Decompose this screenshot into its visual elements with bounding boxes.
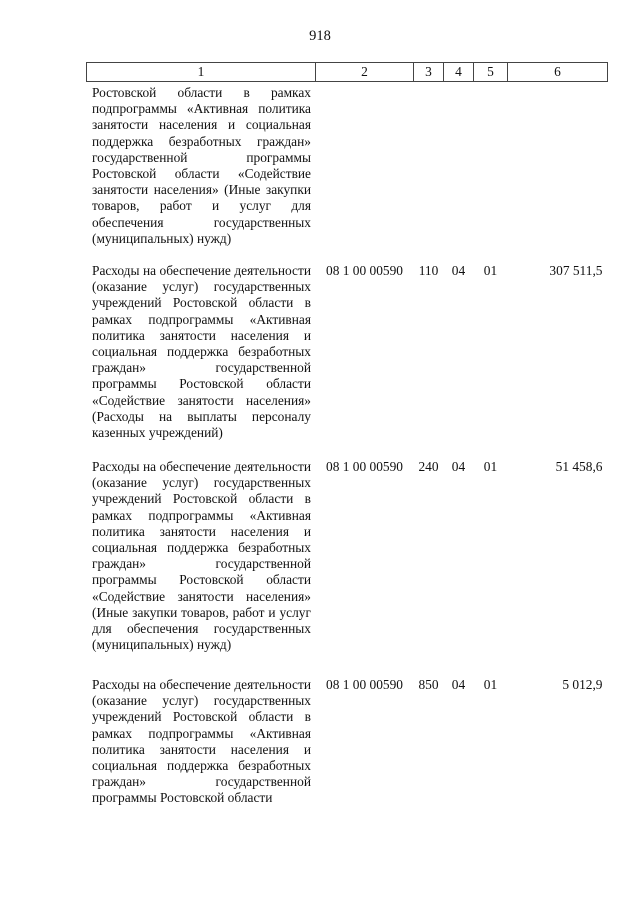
row-expense-type: 850 bbox=[418, 677, 439, 692]
row-amount: 51 458,6 bbox=[555, 459, 603, 474]
row-target-code: 08 1 00 00590 bbox=[326, 263, 403, 278]
row-amount: 5 012,9 bbox=[562, 677, 603, 692]
row-target-code: 08 1 00 00590 bbox=[326, 677, 403, 692]
header-col-5: 5 bbox=[474, 63, 508, 82]
header-col-1: 1 bbox=[87, 63, 316, 82]
row-section: 04 bbox=[451, 263, 466, 278]
table-row bbox=[87, 82, 608, 261]
row-amount: 307 511,5 bbox=[549, 263, 603, 278]
row-amount bbox=[508, 82, 608, 261]
row-expense-type: 240 bbox=[418, 459, 439, 474]
row-description: Расходы на обеспечение деятельности (оказание услуг) государственных учреждений Ростовской области в рамках подпрограммы «Активная политика занятости населения и социальная поддержка безработных граждан» государственной программы Ростовской области «Содействие занятости населения» (Расходы на выплаты персоналу казенных учреждений) bbox=[92, 263, 311, 441]
row-section: 04 bbox=[451, 677, 466, 692]
row-subsection: 01 bbox=[483, 677, 498, 692]
row-section bbox=[444, 82, 474, 261]
row-description: Расходы на обеспечение деятельности (оказание услуг) государственных учреждений Ростовской области в рамках подпрограммы «Активная политика занятости населения и социальная поддержка безработных граждан» государственной программы Ростовской области «Содействие занятости населения» (Иные закупки товаров, работ и услуг для обеспечения государственных (муниципальных) нужд) bbox=[92, 459, 311, 653]
row-description: Ростовской области в рамках подпрограммы «Активная политика занятости населения и социальная поддержка безработных граждан» государственной программы Ростовской области «Содействие занятости населения» (Иные закупки товаров, работ и услуг для обеспечения государственных (муниципальных) нужд) bbox=[92, 85, 311, 246]
row-expense-type bbox=[414, 82, 444, 261]
row-section: 04 bbox=[451, 459, 466, 474]
table-row bbox=[87, 674, 608, 810]
table-header-row bbox=[87, 63, 608, 82]
row-subsection: 01 bbox=[483, 459, 498, 474]
table-row bbox=[87, 260, 608, 456]
header-col-2: 2 bbox=[316, 63, 414, 82]
row-target-code bbox=[316, 82, 414, 261]
row-expense-type: 110 bbox=[418, 263, 439, 278]
row-description: Расходы на обеспечение деятельности (оказание услуг) государственных учреждений Ростовской области в рамках подпрограммы «Активная политика занятости населения и социальная поддержка безработных граждан» государственной программы Ростовской области bbox=[92, 677, 311, 806]
table-row bbox=[87, 456, 608, 674]
row-target-code: 08 1 00 00590 bbox=[326, 459, 403, 474]
row-subsection bbox=[474, 82, 508, 261]
budget-table bbox=[86, 62, 608, 810]
header-col-3: 3 bbox=[414, 63, 444, 82]
header-col-4: 4 bbox=[444, 63, 474, 82]
header-col-6: 6 bbox=[508, 63, 608, 82]
page-number: 918 bbox=[309, 28, 331, 44]
row-subsection: 01 bbox=[483, 263, 498, 278]
